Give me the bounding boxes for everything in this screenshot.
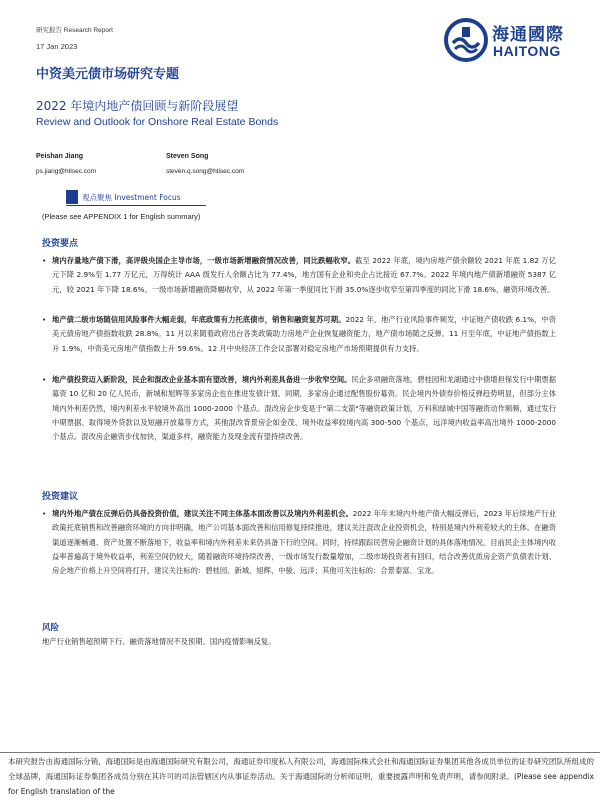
report-title-cn: 2022 年境内地产债回顾与新阶段展望 [36,99,239,113]
focus-label: 观点聚焦 Investment Focus [82,193,181,202]
bullet-text: 2022 年年末境内外地产债大幅反弹后，2023 年后续地产行业政策托底销售和改善融资环境的方向非明确，地产公司基本面改善和信用修复持续推进，建议关注混改企业投资机会，特别是境内外利差较大的主体。在融资渠道逐渐畅通、资产处置不断落地下，收益率和境内外利差未来仍具备下行的空间。同时，持续跟踪民营房企融资计划的具体落地情况。目前民企主体境内收益率普遍高于境外收益率，利差空间仍较大，随着融资环境持续改善，一级市场发行数量增加，二级市场投资者有回归，结合改善优质房企资产负债表计划、房企地产价格上升空间将打开，建议关注标的：碧桂园、新城、旭辉、中骏、远洋；其他可关注标的：合景泰富、宝龙。 [52,509,556,576]
divider [66,205,206,206]
bullet-item [42,373,556,444]
author-1 [36,153,96,175]
author-email[interactable]: ps.jiang@htisec.com [36,168,97,175]
footer-disclaimer: 本研究报告由海通国际分销，海通国际是由海通国际研究有限公司，海通证券印度私人有限公司，海通国际株式会社和海通国际证券集团其他各成员单位的证券研究团队所组成的全球品牌，海通国际证券集团各成员分别在其许可的司法管辖区内从事证券活动。关于海通国际的分析师证明，重要披露声明和免责声明，请参阅附录。(Please see appendix for English translation of the [8,757,594,796]
series-title: 中资美元债市场研究专题 [36,67,180,82]
bullet-item [42,254,556,297]
bullet-lead: 境内外地产债在反弹后仍具备投资价值，建议关注不同主体基本面改善以及境内外利差机会。 [52,509,353,518]
author-name: Peishan Jiang [36,153,84,160]
bullet-lead: 地产债二级市场随信用风险事件大幅走弱，年底政策有力托底债市，销售和融资复苏可期。 [52,315,346,324]
haitong-logo-icon [444,18,488,62]
bullet-text: 2022 年，地产行业风险事件频发，中证地产债收跌 6.1%，中资美元债房地产债指数收跌 28.8%。11 月以来随着政府出台各类政策助力房地产企业恢复融资能力，地产债市场随之反弹。11 月至年底，中证地产债指数上升 1.9%，中资美元房地产债指数上升 59.6%。12 月中央经济工作会议部署对稳定房地产市场预期提供有力支持。 [52,315,557,353]
bullet-item [42,507,556,578]
section-title-highlights: 投资要点 [42,239,79,249]
bullet-icon: • [42,509,47,518]
report-date: 17 Jan 2023 [36,42,78,51]
logo-name-en: HAITONG [493,43,561,59]
section-title-risk: 风险 [42,623,60,633]
report-title-en: Review and Outlook for Onshore Real Estate Bonds [36,116,279,128]
bullet-lead: 境内存量地产债下滑，高评级央国企主导市场，一级市场新增融资情况改善，同比跌幅收窄。 [52,256,356,265]
bullet-icon: • [42,256,47,265]
bullet-icon: • [42,315,47,324]
haitong-logo [444,14,574,64]
risk-text: 地产行业销售超预期下行、融资落地情况不及预期、国内疫情影响反复。 [42,637,276,646]
bullet-lead: 地产债投资迈入新阶段，民企和混改企业基本面有望改善，境内外利差具备进一步收窄空间。 [52,375,352,384]
bullet-text: 截至 2022 年底，境内房地产债余额较 2021 年底 1.82 万亿元下降 2.9%至 1.77 万亿元，万得统计 AAA 级发行人余额占比为 77.4%，地方国有企业和央企占比接近 67.7%。2022 年境内地产债新增融资 5387 亿元，较 2021 年下降 18.6%。一级市场新增融资降幅收窄，从 2022 年第一季度同比下滑 35.0%逐步收窄至第四季度的同比下滑 18.6%，融资环境改善。 [52,256,556,294]
author-2 [166,153,244,175]
author-name: Steven Song [166,153,209,160]
author-email[interactable]: steven.q.song@htisec.com [166,168,245,175]
footer-divider [0,752,600,753]
bullet-item [42,313,556,356]
bullet-icon: • [42,375,47,384]
report-type-label: 研究报告 Research Report [36,27,113,34]
appendix-note: (Please see APPENDIX 1 for English summary) [42,212,201,221]
bullet-text: 民企多项融资落地，碧桂园和龙湖通过中债增担保发行中期票据募资 10 亿和 20 亿人民币，新城和旭辉等多家房企也在推进发债计划。同期，多家房企通过配售股份募资。民企境内外债券价格反弹趋势明显，但部分主体境内外利差仍然，境内利差水平较境外高出 1000-2000 个基点。混改房企步变是于"第二支箭"等融资政策计划，万科和绿城中国等融资动作频频，通过发行中期票据、取得境外贷款以及短融开放募等方式，其他混改背景房企如金茂、境外收益率较境内高 300-500 个基点，远洋境内收益率高出境外 1000-2000 个基点。混改房企融资步伐加快，渠道多样，融资能力及现金流有望持续改善。 [52,375,557,442]
focus-marker [66,190,78,204]
logo-name-cn: 海通國際 [492,25,564,45]
section-title-advice: 投资建议 [42,492,79,502]
